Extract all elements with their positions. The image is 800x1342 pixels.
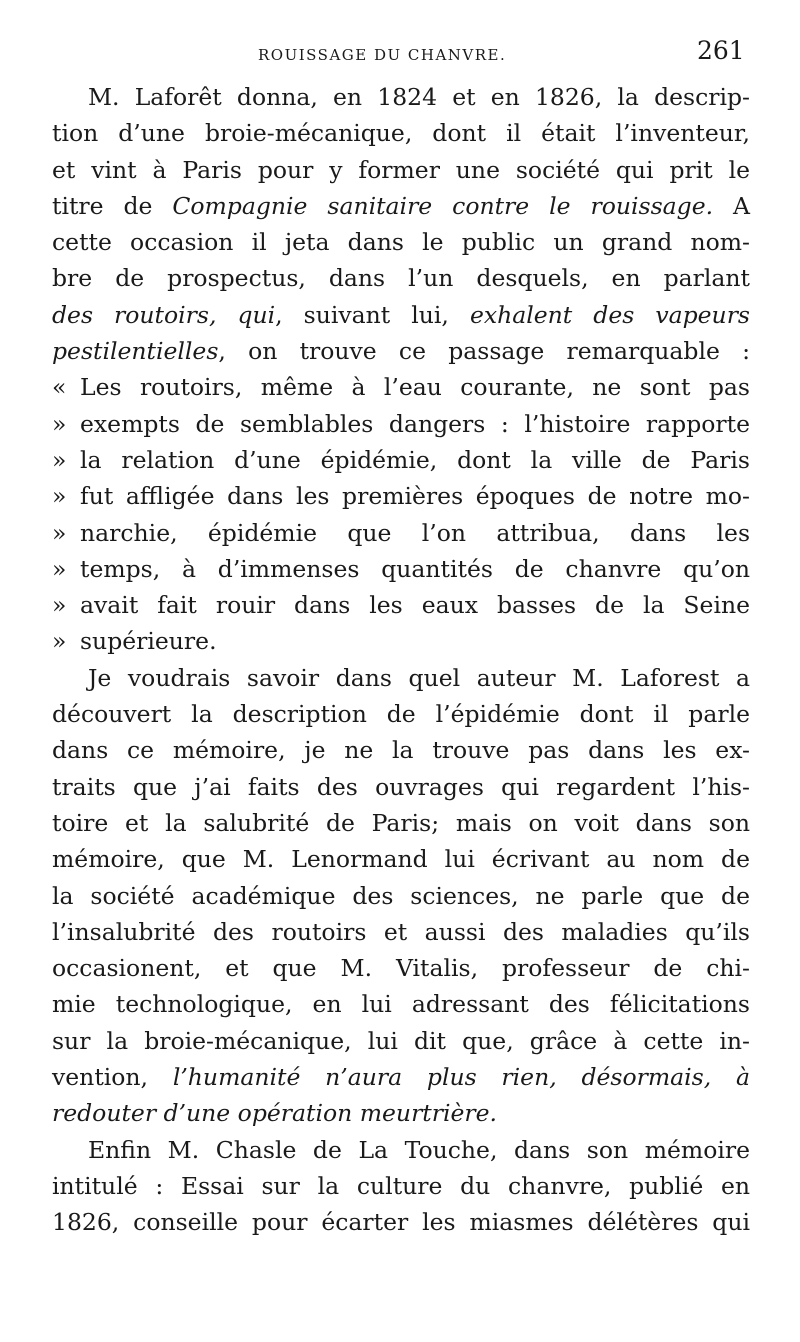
text-line <box>52 442 750 478</box>
line-text: exempts de semblables dangers : l’histoire rapporte <box>80 409 750 438</box>
text-line <box>52 79 750 115</box>
page-number: 261 <box>697 36 745 65</box>
text-line <box>52 1132 750 1168</box>
line-text: tion d’une broie-mécanique, dont il était l’inventeur, <box>52 119 750 148</box>
line-text: vention, <box>52 1063 173 1092</box>
line-text: temps, à d’immenses quantités de chanvre qu’on <box>80 554 750 583</box>
line-text: traits que j’ai faits des ouvrages qui regardent l’his- <box>52 772 750 801</box>
text-line <box>52 115 750 151</box>
line-text: fut affligée dans les premières époques de notre mo- <box>80 482 750 511</box>
text-line <box>52 333 750 369</box>
line-text: supérieure. <box>80 627 217 656</box>
quote-mark: » <box>52 591 67 620</box>
text-line <box>52 1204 750 1240</box>
text-line <box>52 732 750 768</box>
line-text: avait fait rouir dans les eaux basses de la Seine <box>80 591 750 620</box>
line-text: M. Laforêt donna, en 1824 et en 1826, la descrip- <box>88 83 750 111</box>
text-line <box>52 841 750 877</box>
line-text: Les routoirs, même à l’eau courante, ne sont pas <box>80 373 750 402</box>
text-line <box>52 587 750 623</box>
text-line <box>52 1023 750 1059</box>
italic-text: des routoirs, qui <box>52 300 276 329</box>
quote-mark: » <box>52 409 67 438</box>
italic-text: pestilentielles <box>52 337 219 366</box>
italic-text: l’humanité n’aura plus rien, désormais, à <box>172 1063 750 1092</box>
text-line <box>52 1095 750 1131</box>
text-line <box>52 914 750 950</box>
line-text: Je voudrais savoir dans quel auteur M. Laforest a <box>88 663 750 692</box>
quote-mark: « <box>52 373 67 402</box>
line-text: titre de <box>52 191 173 220</box>
text-line <box>52 152 750 188</box>
line-text: , suivant lui, <box>275 300 470 329</box>
text-line <box>52 1059 750 1095</box>
text-line <box>52 950 750 986</box>
body-text <box>52 79 750 1241</box>
line-text: toire et la salubrité de Paris; mais on voit dans son <box>52 808 750 837</box>
italic-text: exhalent des vapeurs <box>469 300 750 329</box>
text-line <box>52 696 750 732</box>
running-title: ROUISSAGE DU CHANVRE. <box>258 46 507 64</box>
page-header <box>0 26 800 66</box>
line-text: 1826, conseille pour écarter les miasmes délétères qui <box>52 1208 750 1237</box>
text-line <box>52 224 750 260</box>
text-line <box>52 406 750 442</box>
line-text: , on trouve ce passage remarquable : <box>218 337 750 366</box>
line-text: bre de prospectus, dans l’un desquels, en parlant <box>52 264 750 293</box>
text-line <box>52 769 750 805</box>
quote-mark: » <box>52 445 67 474</box>
italic-text: Compagnie sanitaire contre le rouissage. <box>172 191 714 220</box>
line-text: découvert la description de l’épidémie dont il parle <box>52 700 750 729</box>
line-text: et vint à Paris pour y former une société qui prit le <box>52 155 750 184</box>
line-text: l’insalubrité des routoirs et aussi des maladies qu’ils <box>52 917 750 946</box>
text-line <box>52 878 750 914</box>
quote-mark: » <box>52 482 67 511</box>
line-text: sur la broie-mécanique, lui dit que, grâce à cette in- <box>52 1026 750 1055</box>
text-line <box>52 1168 750 1204</box>
text-line <box>52 188 750 224</box>
italic-text: redouter d’une opération meurtrière. <box>52 1099 498 1128</box>
text-line <box>52 805 750 841</box>
line-text: mie technologique, en lui adressant des félicitations <box>52 990 750 1019</box>
text-line <box>52 478 750 514</box>
text-line <box>52 551 750 587</box>
line-text: cette occasion il jeta dans le public un grand nom- <box>52 228 750 257</box>
line-text: Enfin M. Chasle de La Touche, dans son mémoire <box>88 1135 750 1164</box>
line-text: la relation d’une épidémie, dont la ville de Paris <box>80 445 750 474</box>
line-text: A <box>713 191 750 220</box>
text-line <box>52 623 750 659</box>
text-line <box>52 515 750 551</box>
line-text: dans ce mémoire, je ne la trouve pas dans les ex- <box>52 736 750 765</box>
quote-mark: » <box>52 627 67 656</box>
quote-mark: » <box>52 518 67 547</box>
text-line <box>52 369 750 405</box>
text-line <box>52 260 750 296</box>
quote-mark: » <box>52 554 67 583</box>
text-line <box>52 297 750 333</box>
line-text: occasionent, et que M. Vitalis, professeur de chi- <box>52 954 750 983</box>
line-text: intitulé : Essai sur la culture du chanvre, publié en <box>52 1171 750 1200</box>
line-text: narchie, épidémie que l’on attribua, dans les <box>80 518 750 547</box>
text-line <box>52 660 750 696</box>
line-text: mémoire, que M. Lenormand lui écrivant au nom de <box>52 845 750 874</box>
line-text: la société académique des sciences, ne parle que de <box>52 881 750 910</box>
text-line <box>52 986 750 1022</box>
